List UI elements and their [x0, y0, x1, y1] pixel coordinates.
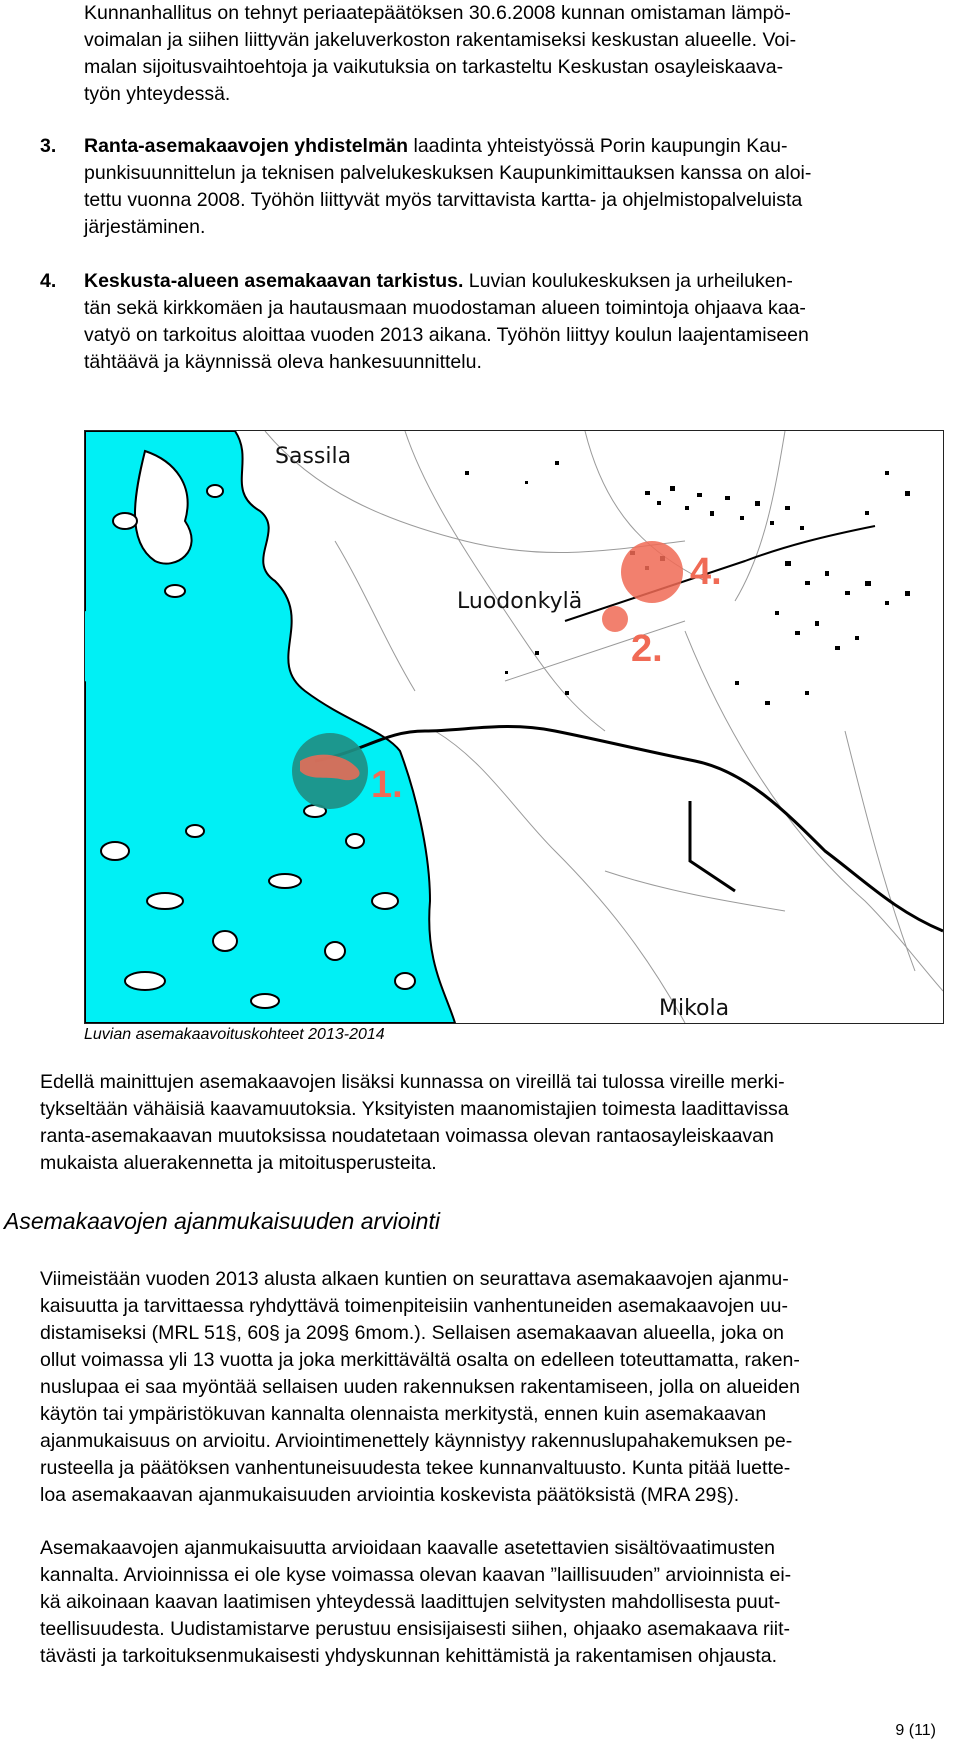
marker-label-1: 1. — [371, 764, 403, 806]
map-caption: Luvian asemakaavoituskohteet 2013-2014 — [84, 1026, 385, 1043]
map-label-luodonkyla: Luodonkylä — [457, 589, 583, 614]
marker-label-2: 2. — [631, 628, 663, 670]
map-label-mikola: Mikola — [659, 996, 730, 1021]
item-3-title: Ranta-asemakaavojen yhdistelmän — [84, 135, 409, 157]
intro-paragraph: Kunnanhallitus on tehnyt periaatepäätöksen 30.6.2008 kunnan omistaman lämpö- voimalan ja siihen liittyvän jakeluverkoston rakentamiseksi keskustan alueelle. Voi- malan sijoitusvaihtoehtoja ja vaikutuksia on tarkasteltu Keskustan osayleiskaava- työn yhteydessä. — [84, 2, 797, 105]
section-paragraph-1: Viimeistään vuoden 2013 alusta alkaen kuntien on seurattava asemakaavojen ajanmu- kaisuutta ja tarvittaessa ryhdyttävä toimenpiteisiin vanhentuneiden asemakaavojen uu- distamiseksi (MRL 51§, 60§ ja 209§ 6mom.). Sellaisen asemakaavan alueella, joka on ollut voimassa yli 13 vuotta ja joka merkittävältä osalta on edelleen toteuttamatta, raken- nuslupaa ei saa myöntää sellaisen uuden rakennuksen rakentamiseen, jolla on alueiden käytön tai ympäristökuvan kannalta olennaista merkitystä, ennen kuin asemakaavan ajanmukaisuus on arvioitu. Arviointimenettely käynnistyy rakennuslupahakemuksen pe- rusteella ja päätöksen vanhentuneisuudesta tekee kunnanvaltuusto. Kunta pitää luette- loa asemakaavan ajanmukaisuuden arviointia koskevista päätöksistä (MRA 29§). — [40, 1268, 800, 1506]
site-2-circle — [602, 606, 628, 632]
item-3-number: 3. — [40, 135, 57, 157]
map-canvas — [85, 431, 943, 1023]
paragraph-after-map: Edellä mainittujen asemakaavojen lisäksi kunnassa on vireillä tai tulossa vireille merki- tykseltään vähäisiä kaavamuutoksia. Yksityisten maanomistajien toimesta laadittavissa ranta-asemakaavan muutoksissa noudatetaan voimassa olevan rantaosayleiskaavan mukaista aluerakennetta ja mitoitusperusteita. — [40, 1071, 789, 1174]
section-heading: Asemakaavojen ajanmukaisuuden arviointi — [4, 1208, 440, 1234]
plan-map — [84, 430, 944, 1024]
marker-label-4: 4. — [690, 551, 722, 593]
item-3-text: laadinta yhteistyössä Porin kaupungin Kau- punkisuunnittelun ja teknisen palvelukeskuksen Kaupunkimittauksen kanssa on aloi- tettu vuonna 2008. Työhön liittyvät myös tarvittavista kartta- ja ohjelmistopalveluista järjestäminen. — [84, 135, 812, 238]
item-4-number: 4. — [40, 270, 57, 292]
item-3-paragraph — [84, 133, 954, 241]
item-4-text: Luvian koulukeskuksen ja urheiluken- tän sekä kirkkomäen ja hautausmaan muodostaman alueen toimintoja ohjaava kaa- vatyö on tarkoitus aloittaa vuoden 2013 aikana. Työhön liittyy koulun laajentamiseen tähtäävä ja käynnissä oleva hankesuunnittelu. — [84, 270, 809, 373]
buildings — [465, 461, 910, 705]
map-label-sassila: Sassila — [275, 444, 352, 469]
item-4-paragraph — [84, 268, 954, 376]
section-paragraph-2: Asemakaavojen ajanmukaisuutta arvioidaan kaavalle asetettavien sisältövaatimusten kannalta. Arvioinnissa ei ole kyse voimassa olevan kaavan ”laillisuuden” arvioinnista ei- kä aikoinaan kaavan laatimisen yhteydessä laadittujen selvitysten mahdollisesta puut- teellisuudesta. Uudistamistarve perustuu ensisijaisesti siihen, ohjaako asemakaava riit- tävästi ja tarkoituksenmukaisesti yhdyskunnan kehittämistä ja rakentamisen ohjausta. — [40, 1537, 792, 1667]
site-4-circle — [621, 541, 683, 603]
item-4-title: Keskusta-alueen asemakaavan tarkistus. — [84, 270, 464, 292]
page-number: 9 (11) — [895, 1722, 936, 1739]
